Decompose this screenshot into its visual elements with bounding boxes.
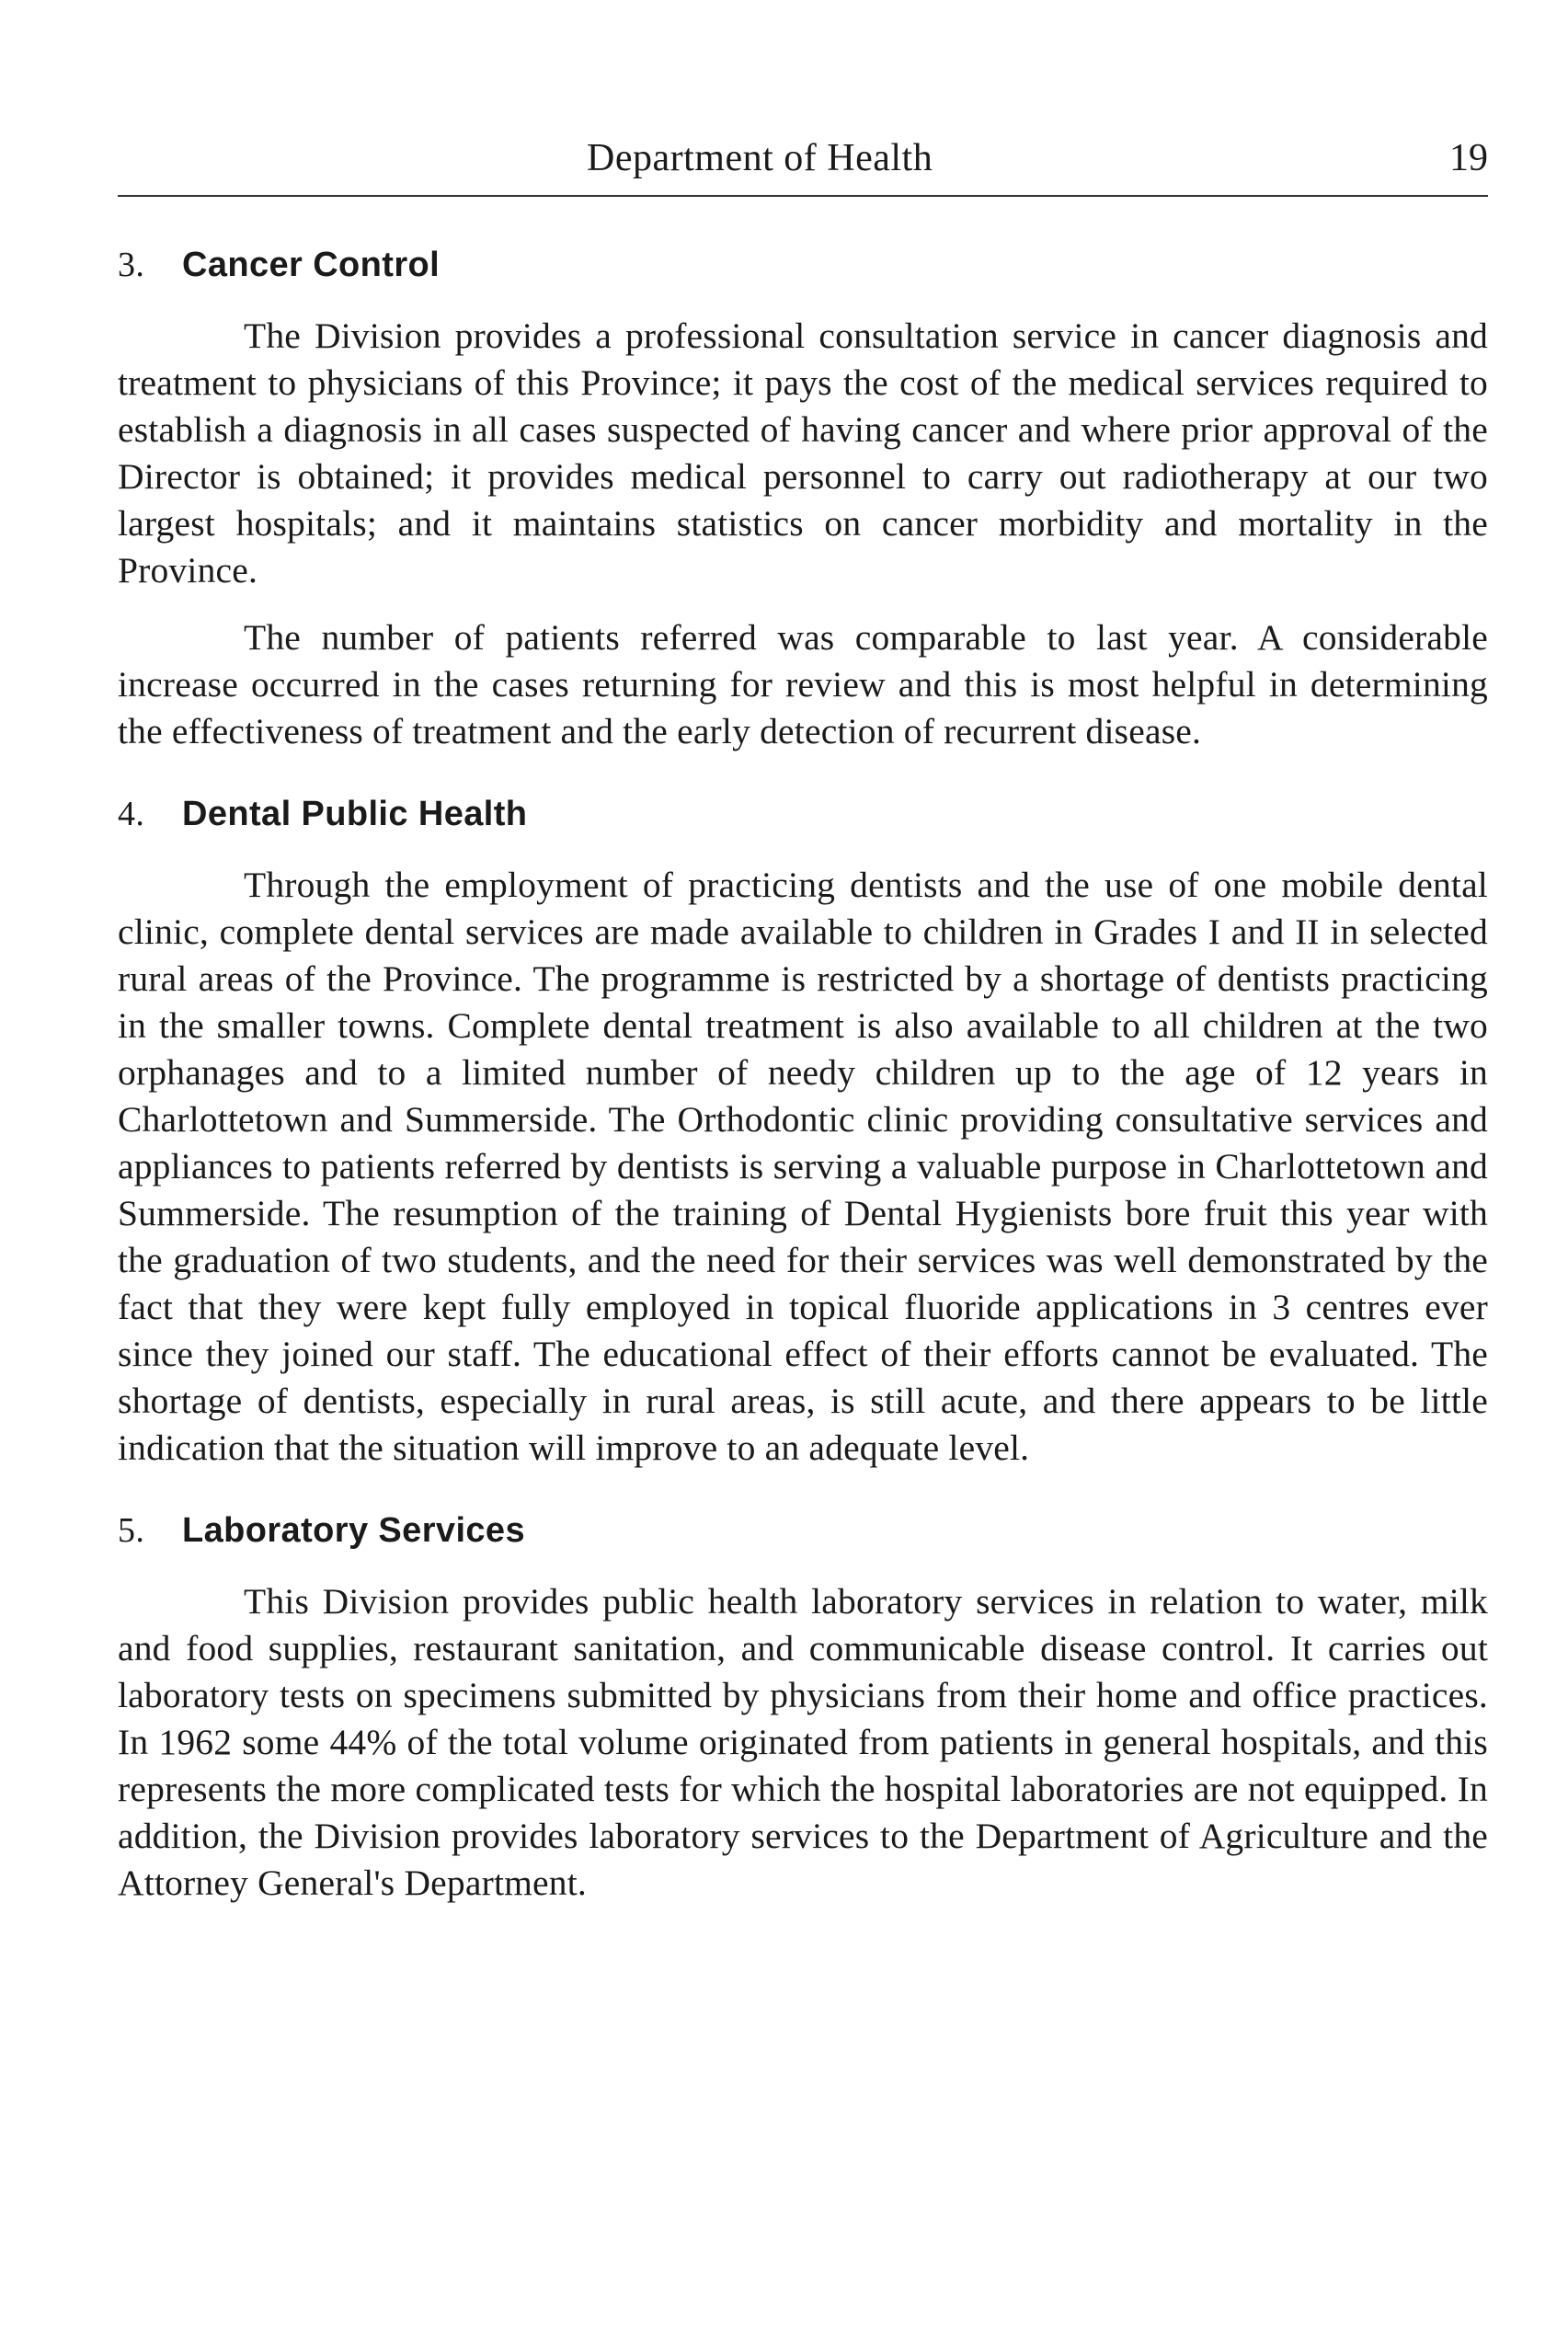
header-rule xyxy=(118,195,1488,197)
section-laboratory-services xyxy=(118,1503,1488,1907)
section-title: Laboratory Services xyxy=(182,1511,525,1550)
running-header-title: Department of Health xyxy=(587,137,933,179)
section-heading xyxy=(118,1503,1488,1558)
section-cancer-control xyxy=(118,237,1488,755)
section-number: 5. xyxy=(118,1511,145,1550)
section-title: Dental Public Health xyxy=(182,795,528,833)
section-title: Cancer Control xyxy=(182,246,441,284)
paragraph: The number of patients referred was comparable to last year. A considerable increase occurred in the cases returning for review and this is most helpful in determining the effectiveness of treatment and the early detection of recurrent disease. xyxy=(118,617,1488,751)
paragraph: Through the employment of practicing dentists and the use of one mobile dental clinic, complete dental services are made available to children in Grades I and II in selected rural areas of the Province. The programme is restricted by a shortage of dentists practicing in the smaller towns. Complete dental treatment is also available to all children at the two orphanages and to a limited number of needy children up to the age of 12 years in Charlottetown and Summerside. The Orthodontic clinic providing consultative services and appliances to patients referred by dentists is serving a valuable purpose in Charlottetown and Summerside. The resumption of the training of Dental Hygienists bore fruit this year with the graduation of two students, and the need for their services was well demonstrated by the fact that they were kept fully employed in topical fluoride applications in 3 centres ever since they joined our staff. The educational effect of their efforts cannot be evaluated. The shortage of dentists, especially in rural areas, is still acute, and there appears to be little indication that the situation will improve to an adequate level. xyxy=(118,865,1488,1468)
page-number: 19 xyxy=(1449,137,1488,179)
section-number: 4. xyxy=(118,795,145,833)
section-heading xyxy=(118,237,1488,292)
running-header xyxy=(118,131,1488,186)
section-number: 3. xyxy=(118,246,145,284)
page-body xyxy=(118,237,1488,1938)
section-dental-public-health xyxy=(118,786,1488,1472)
section-heading xyxy=(118,786,1488,842)
paragraph: The Division provides a professional consultation service in cancer diagnosis and treatment to physicians of this Province; it pays the cost of the medical services required to establish a diagnosis in all cases suspected of having cancer and where prior approval of the Director is obtained; it provides medical personnel to carry out radiotherapy at our two largest hospitals; and it maintains statistics on cancer morbidity and mortality in the Province. xyxy=(118,315,1488,590)
paragraph: This Division provides public health laboratory services in relation to water, milk and food supplies, restaurant sanitation, and communicable disease control. It carries out laboratory tests on specimens submitted by physicians from their home and office practices. In 1962 some 44% of the total volume originated from patients in general hospitals, and this represents the more complicated tests for which the hospital laboratories are not equipped. In addition, the Division provides laboratory services to the Department of Agriculture and the Attorney General's Department. xyxy=(118,1581,1488,1903)
